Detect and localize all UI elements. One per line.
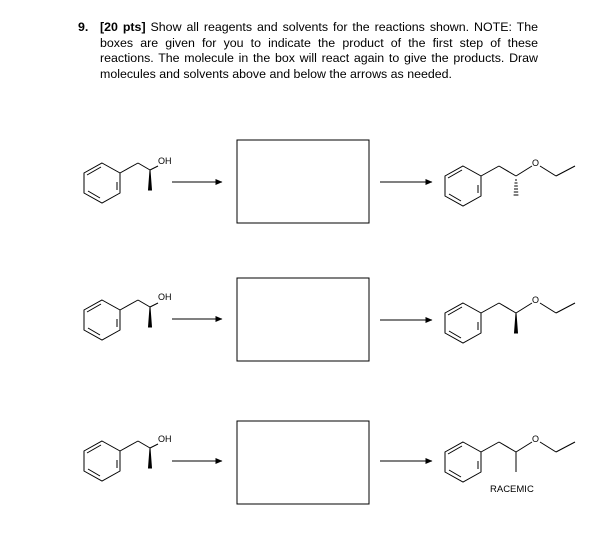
hash-bond [514,180,519,195]
question-instructions: Show all reagents and solvents for the reactions shown. NOTE: The boxes are given for you to indicate the product of the first step of these reactions. The molecule in the box will react again to give the products. Draw molecules and solvents above and below the arrows as needed. [100,20,538,81]
intermediate-answer-box[interactable] [237,278,369,361]
product-molecule-1 [445,158,575,206]
question-points: [20 pts] [100,20,146,34]
benzene-ring [445,442,481,482]
racemic-label: RACEMIC [490,484,534,495]
wedge-bond [149,170,152,190]
benzene-ring [445,166,481,206]
benzene-ring [84,300,120,340]
reaction-row-2 [84,278,575,361]
wedge-bond [515,313,518,333]
intermediate-answer-box[interactable] [237,421,369,504]
reactant-molecule-2 [84,292,172,340]
oh-label: OH [158,434,172,444]
reaction-row-3 [84,421,575,504]
reactant-molecule-3 [84,434,172,481]
product-molecule-2 [445,295,575,343]
ether-oxygen-label: O [532,295,540,305]
benzene-ring [84,163,120,203]
reaction-row-1 [84,140,575,223]
oh-label: OH [158,156,172,166]
product-molecule-3 [445,434,575,482]
reactant-molecule-1 [84,156,172,203]
wedge-bond [149,307,152,327]
intermediate-answer-box[interactable] [237,140,369,223]
benzene-ring [445,303,481,343]
ether-oxygen-label: O [532,158,540,168]
wedge-bond [149,448,152,468]
ether-oxygen-label: O [532,434,540,444]
oh-label: OH [158,292,172,302]
question-number: 9. [78,20,89,34]
benzene-ring [84,441,120,481]
